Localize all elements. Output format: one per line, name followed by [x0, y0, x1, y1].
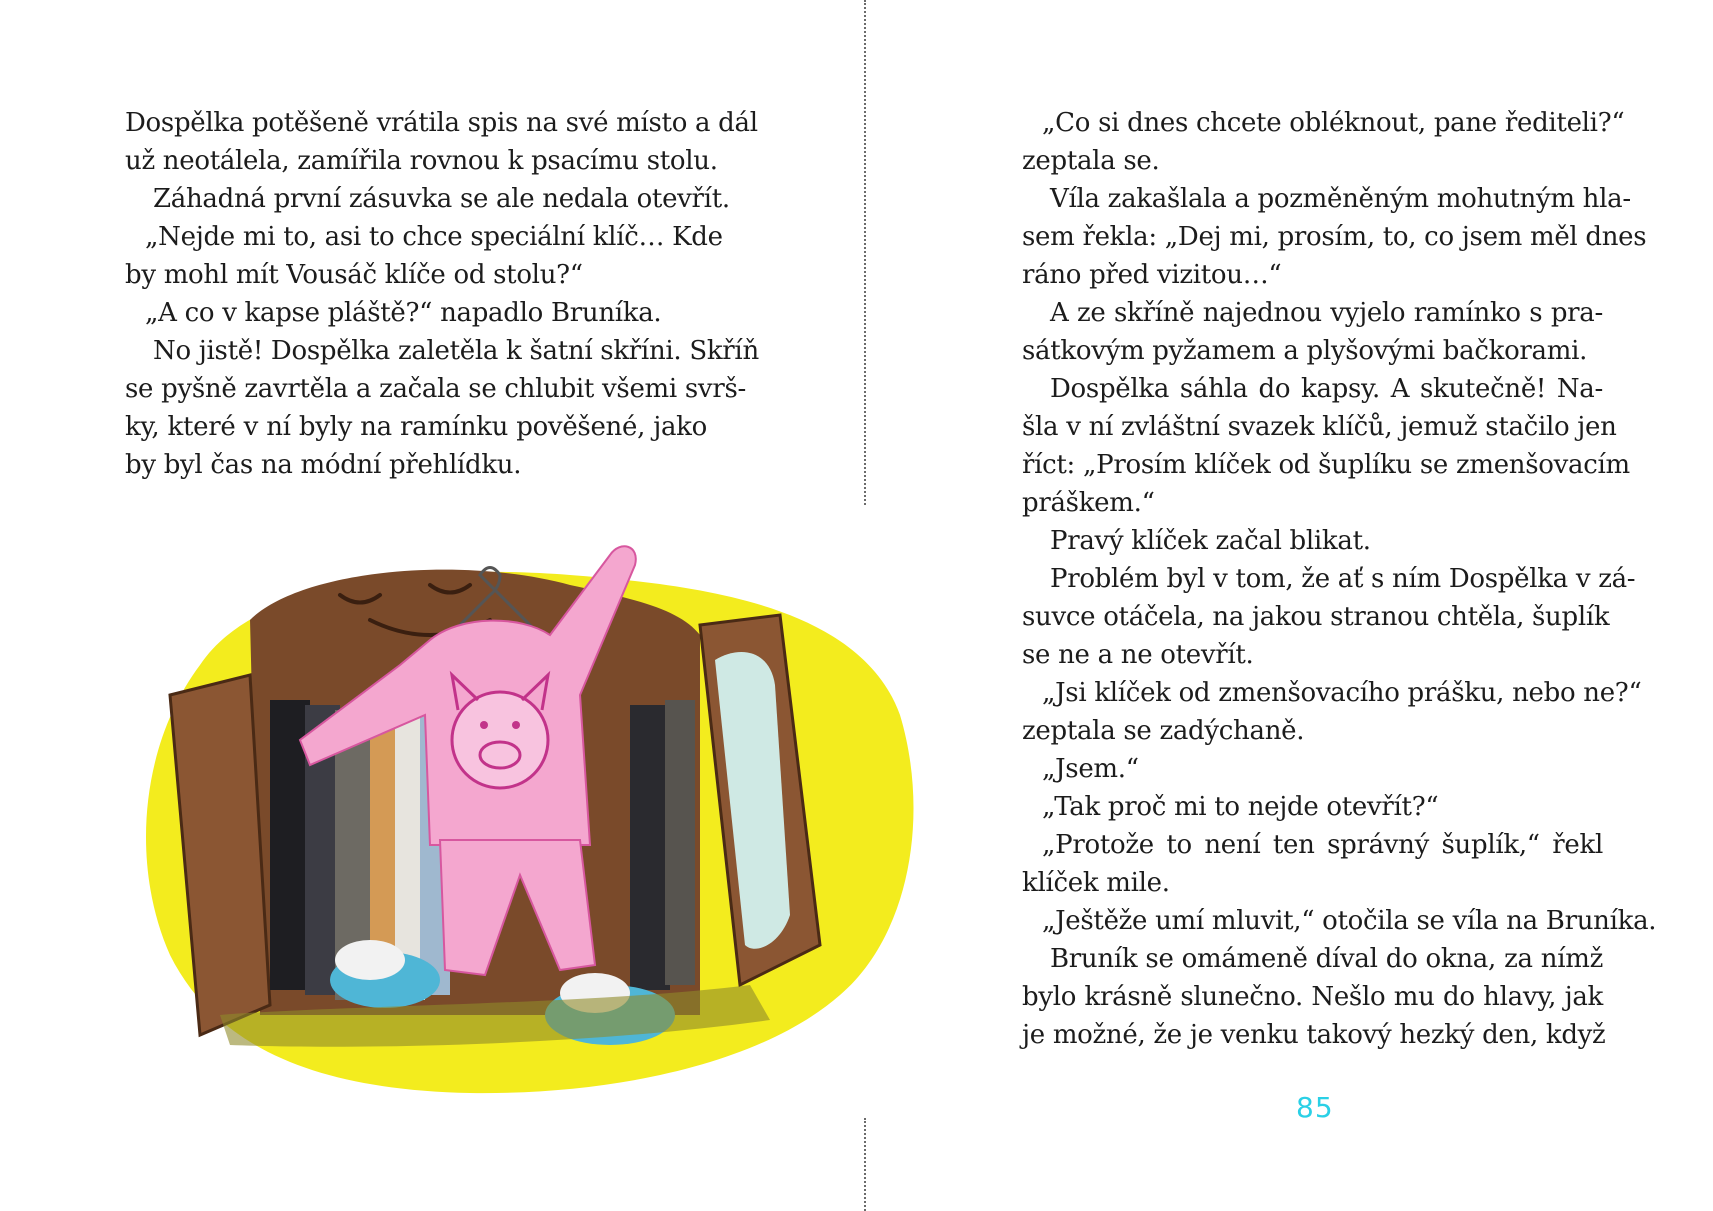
text-line: „Co si dnes chcete obléknout, pane řediteli?“: [1042, 108, 1625, 138]
text-line: „Jsem.“: [1042, 754, 1139, 784]
text-line: Záhadná první zásuvka se ale nedala otevřít.: [153, 184, 730, 214]
text-line: už neotálela, zamířila rovnou k psacímu stolu.: [125, 146, 718, 176]
text-line: se ne a ne otevřít.: [1022, 640, 1254, 670]
wardrobe-illustration: [140, 515, 920, 1100]
text-line: „A co v kapse pláště?“ napadlo Bruníka.: [145, 298, 662, 328]
text-line: suvce otáčela, na jakou stranou chtěla, šuplík: [1022, 602, 1610, 632]
text-line: „Nejde mi to, asi to chce speciální klíč… Kde: [145, 222, 723, 252]
text-line: No jistě! Dospělka zaletěla k šatní skříni. Skříň: [153, 336, 759, 366]
text-line: je možné, že je venku takový hezký den, když: [1022, 1020, 1606, 1050]
text-line: by mohl mít Vousáč klíče od stolu?“: [125, 260, 583, 290]
left-page-text: [125, 104, 759, 484]
text-line: „Jsi klíček od zmenšovacího prášku, nebo ne?“: [1042, 678, 1642, 708]
gutter-divider-bottom: [864, 1118, 866, 1211]
text-line: Víla zakašlala a pozměněným mohutným hla-: [1050, 184, 1631, 214]
text-line: Dospělka potěšeně vrátila spis na své místo a dál: [125, 108, 758, 138]
text-line: Dospělka sáhla do kapsy. A skutečně! Na-: [1050, 374, 1603, 404]
text-line: zeptala se zadýchaně.: [1022, 716, 1305, 746]
text-line: sátkovým pyžamem a plyšovými bačkorami.: [1022, 336, 1588, 366]
text-line: se pyšně zavrtěla a začala se chlubit všemi svrš-: [125, 374, 746, 404]
text-line: Pravý klíček začal blikat.: [1050, 526, 1371, 556]
gutter-divider-top: [864, 0, 866, 505]
text-line: šla v ní zvláštní svazek klíčů, jemuž stačilo jen: [1022, 412, 1617, 442]
text-line: ky, které v ní byly na ramínku pověšené, jako: [125, 412, 707, 442]
text-line: „Ještěže umí mluvit,“ otočila se víla na Bruníka.: [1042, 906, 1657, 936]
text-line: práškem.“: [1022, 488, 1155, 518]
text-line: zeptala se.: [1022, 146, 1160, 176]
text-line: by byl čas na módní přehlídku.: [125, 450, 522, 480]
text-line: „Protože to není ten správný šuplík,“ řekl: [1042, 830, 1603, 860]
text-line: sem řekla: „Dej mi, prosím, to, co jsem měl dnes: [1022, 222, 1647, 252]
text-line: říct: „Prosím klíček od šuplíku se zmenšovacím: [1022, 450, 1630, 480]
text-line: ráno před vizitou…“: [1022, 260, 1282, 290]
text-line: klíček mile.: [1022, 868, 1170, 898]
text-line: Bruník se omámeně díval do okna, za nímž: [1050, 944, 1603, 974]
page-number: 85: [1296, 1091, 1334, 1124]
text-line: „Tak proč mi to nejde otevřít?“: [1042, 792, 1439, 822]
text-line: A ze skříně najednou vyjelo ramínko s pra-: [1050, 298, 1603, 328]
text-line: bylo krásně slunečno. Nešlo mu do hlavy, jak: [1022, 982, 1603, 1012]
text-line: Problém byl v tom, že ať s ním Dospělka v zá-: [1050, 564, 1636, 594]
right-page-text: [1022, 104, 1657, 1054]
